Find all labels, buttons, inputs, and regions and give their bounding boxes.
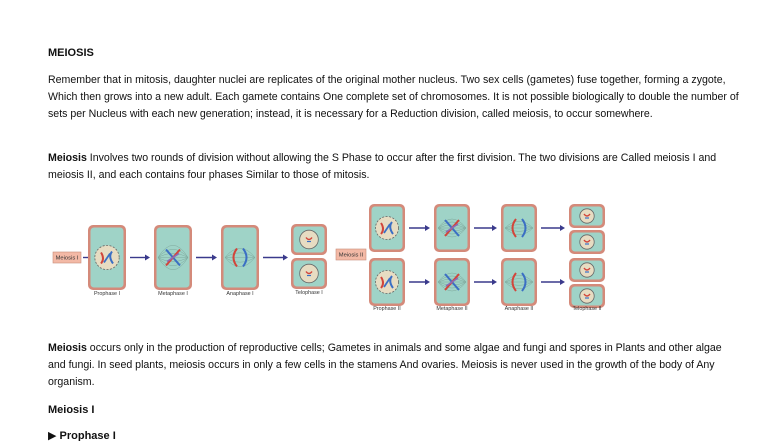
cell-metaphase	[434, 204, 470, 252]
phase-caption: Metaphase I	[158, 291, 188, 297]
phase-caption: Metaphase II	[436, 306, 468, 312]
cell-telophase	[569, 258, 605, 282]
cell-anaphase	[501, 258, 537, 306]
cell-prophase	[369, 204, 405, 252]
cell-prophase	[88, 225, 126, 290]
meiosis-diagram	[48, 200, 614, 318]
arrow-icon	[474, 279, 497, 285]
cell-metaphase	[434, 258, 470, 306]
phase-label-text: Meiosis II	[338, 252, 364, 259]
cell-anaphase	[221, 225, 259, 290]
term-meiosis: Meiosis	[48, 342, 87, 354]
term-meiosis: Meiosis	[48, 152, 87, 164]
phase-caption: Prophase II	[373, 306, 401, 312]
cell-telophase	[569, 204, 605, 228]
heading-prophase-i-text: Prophase I	[59, 430, 116, 441]
paragraph-intro: Remember that in mitosis, daughter nuclei are replicates of the original mother nucleus. Two sex cells (gametes) fuse together, forming a zygote, Which then grows into a new adult. Each gamete contains One complete set of chromosomes. It is not possible biologically to double the number of sets per Nucleus with each new generation; instead, it is necessary for a Reduction division, called meiosis, to occur somewhere.	[48, 74, 739, 120]
page-title: MEIOSIS	[48, 47, 94, 59]
meiosis-ii-label	[336, 249, 366, 260]
arrow-icon	[196, 255, 217, 261]
cell-metaphase	[154, 225, 192, 290]
phase-caption: Telophase I	[295, 290, 323, 296]
arrow-icon	[541, 225, 565, 231]
triangle-bullet-icon: ▶	[48, 430, 57, 441]
paragraph-text: Involves two rounds of division without allowing the S Phase to occur after the first division. The two divisions are Called meiosis I and meiosis II, and each contains four phases Similar to those of mitosis.	[48, 152, 717, 181]
meiosis-i-label	[53, 252, 81, 263]
cell-telophase	[291, 224, 327, 255]
cell-telophase	[291, 258, 327, 289]
phase-caption: Anaphase II	[504, 306, 534, 312]
arrow-icon	[130, 255, 150, 261]
arrow-icon	[409, 225, 430, 231]
paragraph-meiosis-occurrence	[48, 340, 740, 391]
arrow-icon	[541, 279, 565, 285]
paragraph-meiosis-definition	[48, 150, 740, 184]
cell-prophase	[369, 258, 405, 306]
cell-anaphase	[501, 204, 537, 252]
phase-caption: Telophase II	[572, 306, 602, 312]
heading-meiosis-i: Meiosis I	[48, 404, 95, 416]
arrow-icon	[263, 255, 288, 261]
arrow-icon	[409, 279, 430, 285]
cell-telophase	[569, 284, 605, 308]
arrow-icon	[474, 225, 497, 231]
cell-telophase	[569, 230, 605, 254]
phase-caption: Anaphase I	[226, 291, 254, 297]
heading-prophase-i	[48, 428, 116, 441]
phase-caption: Prophase I	[93, 291, 121, 297]
paragraph-text: occurs only in the production of reproductive cells; Gametes in animals and some algae and fungi and spores in Plants and other algae and fungi. In seed plants, meiosis occurs in only a few cells in the stamens And ovaries. Meiosis is never used in the growth of the body of Any organism.	[48, 342, 722, 388]
phase-label-text: Meiosis I	[55, 255, 79, 262]
